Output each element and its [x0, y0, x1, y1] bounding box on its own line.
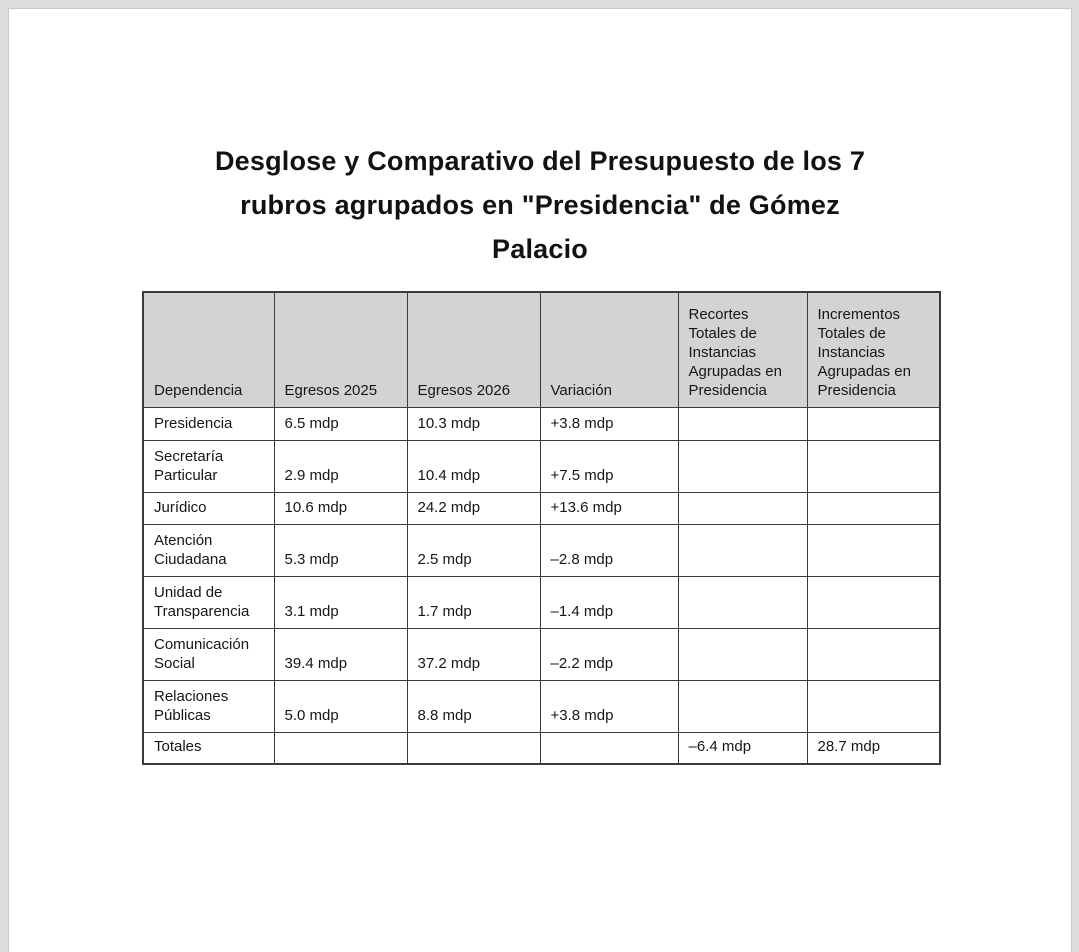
cell-egresos-2025: 2.9 mdp	[274, 440, 407, 492]
cell-incrementos	[807, 680, 940, 732]
column-header-variacion: Variación	[540, 292, 678, 407]
cell-variacion: –1.4 mdp	[540, 576, 678, 628]
cell-recortes	[678, 576, 807, 628]
budget-comparison-table	[142, 291, 941, 765]
cell-recortes	[678, 440, 807, 492]
document-title	[150, 139, 930, 271]
table-row	[143, 407, 940, 440]
cell-egresos-2026	[407, 732, 540, 764]
table-row-totales	[143, 732, 940, 764]
table-row	[143, 492, 940, 524]
table-row	[143, 524, 940, 576]
cell-egresos-2026: 24.2 mdp	[407, 492, 540, 524]
cell-variacion	[540, 732, 678, 764]
cell-recortes	[678, 628, 807, 680]
document-title-line-3: Palacio	[492, 234, 588, 264]
cell-recortes	[678, 680, 807, 732]
cell-incrementos	[807, 492, 940, 524]
cell-egresos-2026: 2.5 mdp	[407, 524, 540, 576]
cell-dependencia: Unidad de Transparencia	[143, 576, 274, 628]
cell-incrementos	[807, 440, 940, 492]
cell-egresos-2025: 3.1 mdp	[274, 576, 407, 628]
column-header-dependencia: Dependencia	[143, 292, 274, 407]
document-title-line-1: Desglose y Comparativo del Presupuesto de los 7	[214, 146, 866, 176]
cell-dependencia: Relaciones Públicas	[143, 680, 274, 732]
cell-dependencia: Comunicación Social	[143, 628, 274, 680]
column-header-egresos-2026: Egresos 2026	[407, 292, 540, 407]
column-header-egresos-2025: Egresos 2025	[274, 292, 407, 407]
document-title-line-2: rubros agrupados en "Presidencia" de Gómez	[240, 190, 840, 220]
cell-egresos-2025: 39.4 mdp	[274, 628, 407, 680]
cell-variacion: –2.2 mdp	[540, 628, 678, 680]
column-header-incrementos-totales: Incrementos Totales de Instancias Agrupadas en Presidencia	[807, 292, 940, 407]
cell-dependencia: Secretaría Particular	[143, 440, 274, 492]
table-row	[143, 576, 940, 628]
cell-egresos-2025: 5.0 mdp	[274, 680, 407, 732]
cell-egresos-2025: 6.5 mdp	[274, 407, 407, 440]
cell-incrementos	[807, 576, 940, 628]
column-header-recortes-totales: Recortes Totales de Instancias Agrupadas en Presidencia	[678, 292, 807, 407]
cell-dependencia: Atención Ciudadana	[143, 524, 274, 576]
cell-egresos-2026: 37.2 mdp	[407, 628, 540, 680]
cell-egresos-2026: 10.4 mdp	[407, 440, 540, 492]
cell-dependencia: Totales	[143, 732, 274, 764]
document-page	[8, 8, 1072, 952]
cell-variacion: +3.8 mdp	[540, 680, 678, 732]
cell-egresos-2025: 5.3 mdp	[274, 524, 407, 576]
cell-recortes	[678, 524, 807, 576]
table-row	[143, 628, 940, 680]
cell-egresos-2025: 10.6 mdp	[274, 492, 407, 524]
cell-incrementos	[807, 407, 940, 440]
cell-variacion: +3.8 mdp	[540, 407, 678, 440]
cell-incrementos	[807, 524, 940, 576]
cell-dependencia: Jurídico	[143, 492, 274, 524]
cell-egresos-2026: 10.3 mdp	[407, 407, 540, 440]
cell-variacion: +7.5 mdp	[540, 440, 678, 492]
cell-variacion: –2.8 mdp	[540, 524, 678, 576]
cell-egresos-2026: 8.8 mdp	[407, 680, 540, 732]
cell-recortes	[678, 492, 807, 524]
table-row	[143, 440, 940, 492]
table-row	[143, 680, 940, 732]
cell-dependencia: Presidencia	[143, 407, 274, 440]
cell-incrementos: 28.7 mdp	[807, 732, 940, 764]
cell-egresos-2025	[274, 732, 407, 764]
cell-variacion: +13.6 mdp	[540, 492, 678, 524]
table-header-row	[143, 292, 940, 407]
cell-incrementos	[807, 628, 940, 680]
cell-recortes: –6.4 mdp	[678, 732, 807, 764]
cell-egresos-2026: 1.7 mdp	[407, 576, 540, 628]
cell-recortes	[678, 407, 807, 440]
